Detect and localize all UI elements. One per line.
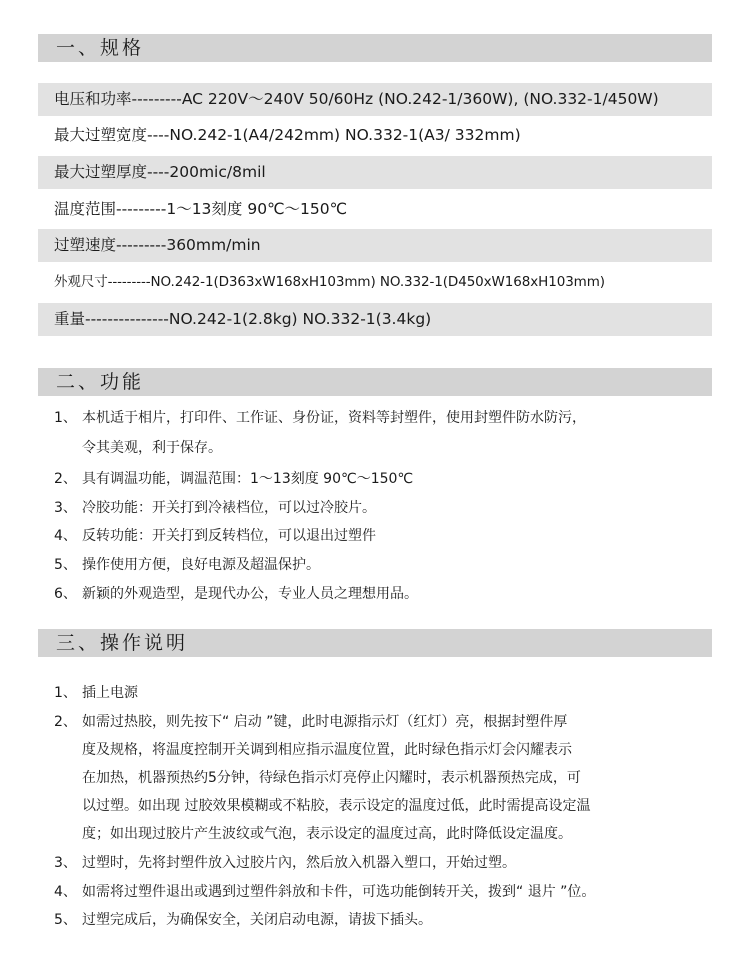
item-number: 3、	[54, 855, 77, 871]
operation-item-2	[54, 712, 724, 732]
item-number: 5、	[54, 912, 77, 928]
spec-row-speed: 过塑速度---------360mm/min	[38, 229, 712, 262]
function-item-5	[54, 555, 724, 575]
item-number: 5、	[54, 557, 77, 573]
spec-row-dimensions: 外观尺寸---------NO.242-1(D363xW168xH103mm) NO.332-1(D450xW168xH103mm)	[54, 274, 605, 290]
item-number: 4、	[54, 528, 77, 544]
operation-item-4	[54, 882, 724, 902]
item-number: 2、	[54, 471, 77, 487]
operation-item-2-cont: 在加热，机器预热约5分钟，待绿色指示灯亮停止闪耀时，表示机器预热完成，可	[82, 770, 581, 786]
item-number: 6、	[54, 586, 77, 602]
item-text: 过塑时，先将封塑件放入过胶片內，然后放入机器入塑口，开始过塑。	[82, 855, 516, 871]
item-text: 如需过热胶，则先按下“ 启动 ”键，此时电源指示灯（红灯）亮，根据封塑件厚	[82, 714, 568, 730]
item-text: 反转功能：开关打到反转档位，可以退出过塑件	[82, 528, 376, 544]
operation-item-5	[54, 910, 724, 930]
item-number: 3、	[54, 500, 77, 516]
operation-item-2-cont: 以过塑。如出现 过胶效果模糊或不粘胶，表示设定的温度过低，此时需提高设定温	[82, 798, 591, 814]
spec-row-max-thickness: 最大过塑厚度----200mic/8mil	[38, 156, 712, 189]
function-item-2	[54, 469, 724, 489]
spec-row-weight: 重量---------------NO.242-1(2.8kg) NO.332-1(3.4kg)	[38, 303, 712, 336]
item-text: 操作使用方便，良好电源及超温保护。	[82, 557, 320, 573]
function-item-1-cont: 令其美观，利于保存。	[82, 440, 222, 456]
item-number: 1、	[54, 685, 77, 701]
operation-item-2-cont: 度及规格，将温度控制开关调到相应指示温度位置，此时绿色指示灯会闪耀表示	[82, 742, 572, 758]
operation-item-3	[54, 853, 724, 873]
item-number: 4、	[54, 884, 77, 900]
function-item-3	[54, 498, 724, 518]
spec-row-max-width: 最大过塑宽度----NO.242-1(A4/242mm) NO.332-1(A3/ 332mm)	[54, 126, 521, 144]
function-item-4	[54, 526, 724, 546]
item-number: 2、	[54, 714, 77, 730]
function-item-6	[54, 584, 724, 604]
section-header-spec: 一、规格	[38, 34, 712, 62]
section-header-operation: 三、操作说明	[38, 629, 712, 657]
spec-row-temperature: 温度范围---------1～13刻度 90℃～150℃	[54, 200, 347, 218]
item-number: 1、	[54, 410, 77, 426]
item-text: 本机适于相片，打印件、工作证、身份证，资料等封塑件，使用封塑件防水防污，	[82, 410, 586, 426]
item-text: 插上电源	[82, 685, 138, 701]
operation-item-2-cont: 度；如出现过胶片产生波纹或气泡，表示设定的温度过高，此时降低设定温度。	[82, 826, 572, 842]
item-text: 冷胶功能：开关打到冷裱档位，可以过冷胶片。	[82, 500, 376, 516]
item-text: 具有调温功能，调温范围：1～13刻度 90℃～150℃	[82, 471, 414, 487]
item-text: 如需将过塑件退出或遇到过塑件斜放和卡件，可选功能倒转开关，拨到“ 退片 ”位。	[82, 884, 596, 900]
section-header-function: 二、功能	[38, 368, 712, 396]
item-text: 过塑完成后，为确保安全，关闭启动电源，请拔下插头。	[82, 912, 432, 928]
item-text: 新颖的外观造型，是现代办公，专业人员之理想用品。	[82, 586, 418, 602]
function-item-1	[54, 408, 724, 428]
spec-row-voltage: 电压和功率---------AC 220V～240V 50/60Hz (NO.242-1/360W), (NO.332-1/450W)	[38, 83, 712, 116]
operation-item-1	[54, 683, 724, 703]
